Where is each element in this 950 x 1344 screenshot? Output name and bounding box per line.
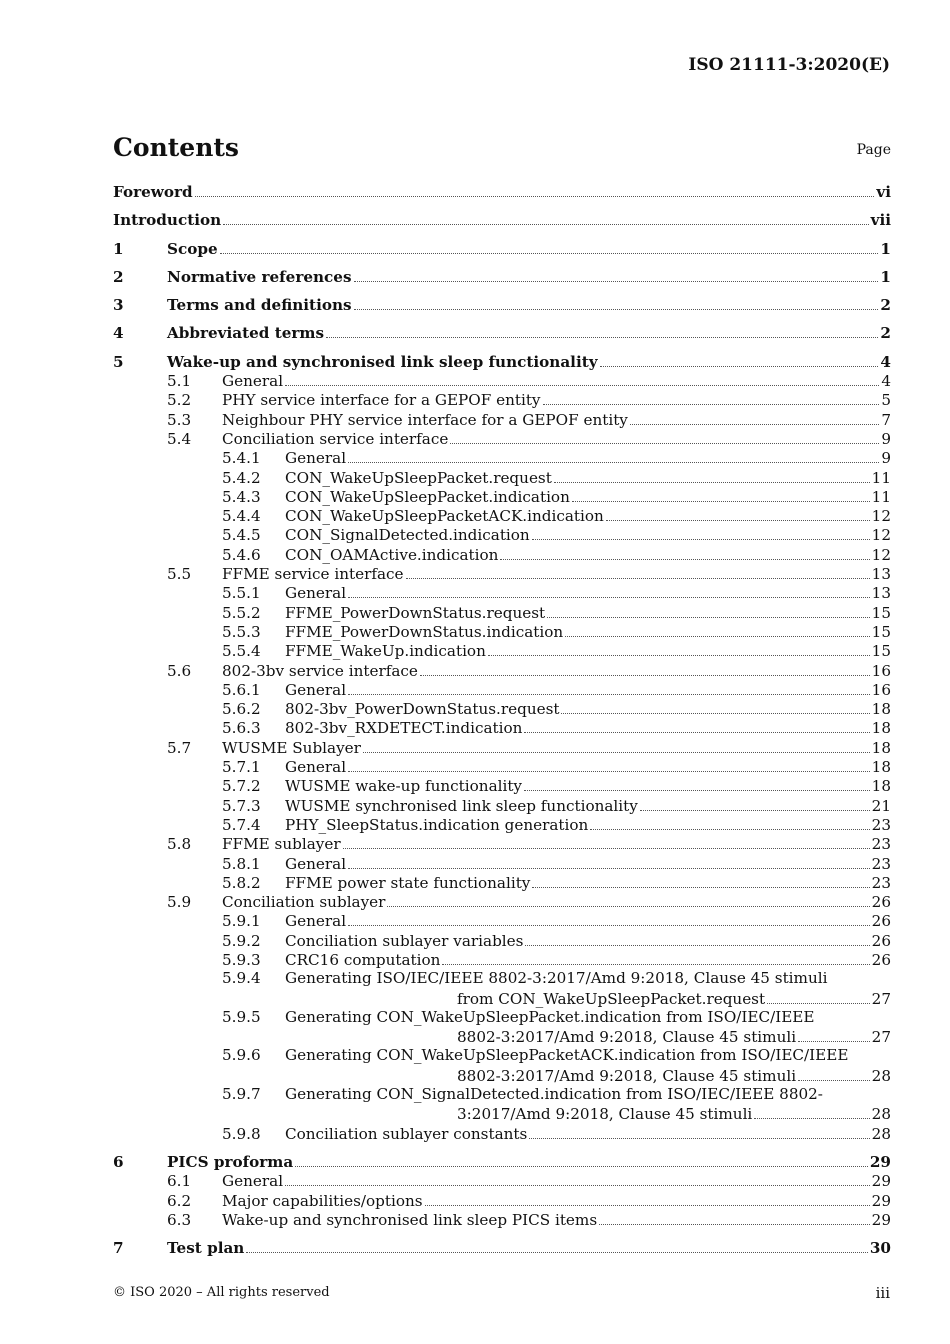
dot-leader [606, 520, 870, 521]
toc-entry[interactable] [113, 239, 891, 258]
toc-entry[interactable] [113, 641, 891, 660]
toc-entry-title: WUSME synchronised link sleep functionality [285, 796, 638, 815]
toc-entry-title: 802-3bv_PowerDownStatus.request [285, 700, 560, 719]
toc-entry-page: 26 [871, 912, 891, 931]
dot-leader [488, 655, 870, 656]
toc-entry-number: 5.1 [167, 372, 192, 391]
dot-leader [500, 559, 869, 560]
toc-entry-page: 29 [871, 1191, 891, 1210]
toc-entry-number: 5 [113, 352, 124, 371]
dot-leader [572, 501, 870, 502]
toc-entry-page: 26 [871, 893, 891, 912]
toc-entry-number: 5.4.3 [222, 487, 261, 506]
toc-entry[interactable] [113, 583, 891, 602]
toc-entry[interactable] [113, 1123, 891, 1142]
toc-entry-number: 5.2 [167, 391, 192, 410]
toc-entry-number: 5.4.2 [222, 468, 261, 487]
toc-entry[interactable] [113, 210, 891, 229]
toc-entry-title: Generating CON_WakeUpSleepPacketACK.indication from ISO/IEC/IEEE [285, 1046, 849, 1065]
toc-entry-title: PHY_SleepStatus.indication generation [285, 815, 589, 834]
dot-leader [348, 462, 879, 463]
page-column-label: Page [856, 142, 891, 158]
toc-entry-page: 13 [871, 584, 891, 603]
dot-leader [767, 1003, 870, 1004]
toc-entry[interactable] [113, 853, 891, 872]
toc-entry-page: 23 [871, 815, 891, 834]
dot-leader [246, 1252, 868, 1253]
dot-leader [754, 1118, 869, 1119]
toc-entry-page: vi [876, 183, 891, 201]
toc-entry-page: 29 [871, 1172, 891, 1191]
toc-entry-number: 6 [113, 1152, 124, 1171]
toc-entry-title: CON_WakeUpSleepPacket.request [285, 468, 552, 487]
toc-entry[interactable] [113, 1152, 891, 1171]
toc-entry[interactable] [113, 1008, 891, 1047]
dot-leader [529, 1138, 869, 1139]
toc-entry-page: 11 [871, 487, 891, 506]
toc-entry-page: 23 [871, 854, 891, 873]
toc-entry-number: 4 [113, 324, 124, 343]
toc-entry-title: General [285, 912, 347, 931]
toc-entry-number: 5.9.6 [222, 1046, 261, 1065]
toc-entry-title: FFME service interface [222, 565, 404, 584]
dot-leader [524, 790, 870, 791]
toc-entry-number: 5.4.1 [222, 449, 261, 468]
toc-entry-number: 5.9.1 [222, 912, 261, 931]
toc-entry-title: General [285, 449, 347, 468]
toc-entry-title: Generating ISO/IEC/IEEE 8802-3:2017/Amd 9:2018, Clause 45 stimuli [285, 968, 828, 987]
dot-leader [630, 424, 879, 425]
toc-entry[interactable] [113, 602, 891, 621]
toc-entry[interactable] [113, 295, 891, 314]
toc-entry[interactable] [113, 390, 891, 409]
toc-entry-number: 5.7.3 [222, 796, 261, 815]
toc-entry-number: 5.5.1 [222, 584, 261, 603]
toc-entry-page: 28 [871, 1124, 891, 1143]
toc-entry[interactable] [113, 409, 891, 428]
toc-entry-title: Conciliation sublayer [222, 893, 386, 912]
toc-entry-page: 15 [871, 622, 891, 641]
dot-leader [354, 281, 879, 282]
toc-entry-number: 6.3 [167, 1210, 192, 1229]
toc-entry-page: 2 [880, 324, 891, 343]
toc-entry-number: 5.6 [167, 661, 192, 680]
toc-entry[interactable] [113, 506, 891, 525]
toc-entry-title: PHY service interface for a GEPOF entity [222, 391, 541, 410]
document-id: ISO 21111-3:2020(E) [688, 55, 890, 75]
toc-entry[interactable] [113, 487, 891, 506]
toc-entry-title: Conciliation sublayer constants [285, 1124, 528, 1143]
toc-entry[interactable] [113, 969, 891, 1008]
toc-entry-number: 6.2 [167, 1191, 192, 1210]
footer-copyright: © ISO 2020 – All rights reserved [113, 1285, 330, 1300]
page-title: Contents [113, 133, 240, 162]
toc-entry-page: 21 [871, 796, 891, 815]
dot-leader [348, 597, 870, 598]
toc-entry-title: Neighbour PHY service interface for a GEPOF entity [222, 410, 628, 429]
toc-entry[interactable] [113, 564, 891, 583]
toc-entry-number: 5.5.4 [222, 642, 261, 661]
toc-entry-page: 2 [880, 296, 891, 315]
toc-entry-title: CON_OAMActive.indication [285, 545, 499, 564]
toc-entry[interactable] [113, 371, 891, 390]
toc-entry-number: 5.4 [167, 429, 192, 448]
dot-leader [554, 482, 870, 483]
toc-entry-page: 12 [871, 507, 891, 526]
dot-leader [285, 1185, 870, 1186]
toc-entry-title: PICS proforma [167, 1152, 294, 1171]
dot-leader [348, 694, 870, 695]
toc-entry[interactable] [113, 815, 891, 834]
toc-entry-page: 12 [871, 526, 891, 545]
dot-leader [348, 925, 870, 926]
toc-entry-number: 5.9.4 [222, 968, 261, 987]
toc-entry-title: Conciliation service interface [222, 429, 449, 448]
toc-entry[interactable] [113, 795, 891, 814]
toc-entry-page: 18 [871, 777, 891, 796]
toc-entry-number: 5.9.8 [222, 1124, 261, 1143]
toc-entry[interactable] [113, 930, 891, 949]
toc-entry-title: Abbreviated terms [167, 324, 325, 343]
toc-entry-title: General [285, 680, 347, 699]
dot-leader [343, 848, 870, 849]
toc-entry-title: WUSME wake-up functionality [285, 777, 523, 796]
toc-entry-page: 5 [881, 391, 891, 410]
dot-leader [561, 713, 869, 714]
toc-entry-page: vii [870, 211, 891, 230]
toc-entry-page: 29 [871, 1210, 891, 1229]
toc-entry-title: Major capabilities/options [222, 1191, 423, 1210]
toc-entry-number: 5.4.4 [222, 507, 261, 526]
dot-leader [285, 385, 879, 386]
toc-entry[interactable] [113, 737, 891, 756]
toc-entry[interactable] [113, 448, 891, 467]
dot-leader [547, 617, 870, 618]
toc-entry-title: General [285, 758, 347, 777]
toc-entry-title: Normative references [167, 267, 352, 286]
toc-entry-title: Scope [167, 239, 218, 258]
dot-leader [420, 675, 870, 676]
dot-leader [798, 1080, 870, 1081]
toc-entry[interactable] [113, 1210, 891, 1229]
toc-entry-page: 4 [880, 352, 891, 371]
toc-entry-number: 2 [113, 267, 124, 286]
toc-entry-title: CRC16 computation [285, 950, 441, 969]
toc-entry-number: 5.8.1 [222, 854, 261, 873]
toc-entry-number: 5.5.3 [222, 622, 261, 641]
toc-entry[interactable] [113, 525, 891, 544]
toc-entry-title: FFME_WakeUp.indication [285, 642, 486, 661]
toc-entry[interactable] [113, 267, 891, 286]
dot-leader [599, 1224, 870, 1225]
toc-entry-title: Wake-up and synchronised link sleep PICS items [222, 1210, 598, 1229]
toc-entry-page: 30 [869, 1239, 891, 1258]
toc-entry-page: 1 [880, 267, 891, 286]
toc-entry-page: 13 [871, 565, 891, 584]
toc-entry-number: 5.7 [167, 738, 192, 757]
dot-leader [600, 366, 879, 367]
toc-entry[interactable] [113, 718, 891, 737]
toc-entry[interactable] [113, 873, 891, 892]
toc-entry-page: 9 [881, 429, 891, 448]
dot-leader [532, 887, 869, 888]
toc-entry-number: 5.5.2 [222, 603, 261, 622]
toc-entry[interactable] [113, 1085, 891, 1124]
toc-entry-page: 27 [871, 989, 891, 1008]
toc-entry-title: General [285, 854, 347, 873]
toc-entry[interactable] [113, 1190, 891, 1209]
toc-entry-title-continued: 8802-3:2017/Amd 9:2018, Clause 45 stimuli [457, 1066, 797, 1085]
toc-entry-number: 5.7.1 [222, 758, 261, 777]
dot-leader [348, 771, 870, 772]
toc-entry-page: 18 [871, 758, 891, 777]
dot-leader [590, 829, 869, 830]
toc-entry-title: FFME_PowerDownStatus.request [285, 603, 546, 622]
dot-leader [295, 1166, 868, 1167]
toc-entry-number: 5.5 [167, 565, 192, 584]
toc-entry-page: 9 [881, 449, 891, 468]
dot-leader [524, 732, 869, 733]
toc-entry-page: 12 [871, 545, 891, 564]
dot-leader [348, 868, 870, 869]
dot-leader [798, 1041, 870, 1042]
toc-entry-number: 5.9.2 [222, 931, 261, 950]
toc-entry-title: Foreword [113, 183, 193, 201]
toc-entry-title-continued: 3:2017/Amd 9:2018, Clause 45 stimuli [457, 1105, 753, 1124]
toc-entry-page: 26 [871, 950, 891, 969]
toc-entry-page: 27 [871, 1028, 891, 1047]
toc-entry-number: 5.8.2 [222, 873, 261, 892]
toc-entry-page: 18 [871, 700, 891, 719]
toc-entry-number: 5.4.5 [222, 526, 261, 545]
dot-leader [223, 224, 868, 225]
toc-entry[interactable] [113, 776, 891, 795]
toc-entry[interactable] [113, 1171, 891, 1190]
toc-entry-title: Generating CON_SignalDetected.indication from ISO/IEC/IEEE 8802- [285, 1084, 823, 1103]
toc-entry-page: 28 [871, 1105, 891, 1124]
toc-entry-number: 5.6.2 [222, 700, 261, 719]
toc-entry-title: CON_SignalDetected.indication [285, 526, 530, 545]
dot-leader [220, 253, 879, 254]
toc-entry-title: FFME_PowerDownStatus.indication [285, 622, 564, 641]
toc-entry-title: Conciliation sublayer variables [285, 931, 524, 950]
toc-entry-title: FFME sublayer [222, 835, 341, 854]
toc-entry[interactable] [113, 892, 891, 911]
toc-entry-title: Test plan [167, 1239, 245, 1258]
toc-entry[interactable] [113, 834, 891, 853]
dot-leader [326, 337, 878, 338]
dot-leader [640, 810, 870, 811]
toc-entry-page: 4 [881, 372, 891, 391]
dot-leader [195, 196, 875, 197]
toc-entry-title: General [285, 584, 347, 603]
dot-leader [406, 578, 870, 579]
toc-entry[interactable] [113, 680, 891, 699]
toc-entry[interactable] [113, 622, 891, 641]
toc-entry-number: 5.3 [167, 410, 192, 429]
toc-entry-number: 5.8 [167, 835, 192, 854]
toc-entry[interactable] [113, 544, 891, 563]
toc-entry-title: FFME power state functionality [285, 873, 531, 892]
dot-leader [525, 945, 869, 946]
dot-leader [425, 1205, 870, 1206]
toc-entry[interactable] [113, 1238, 891, 1257]
toc-entry-number: 5.9.7 [222, 1084, 261, 1103]
table-of-contents [113, 182, 891, 1257]
toc-entry-number: 5.9 [167, 893, 192, 912]
toc-entry[interactable] [113, 352, 891, 371]
toc-entry-title: Introduction [113, 211, 222, 230]
toc-entry-number: 5.6.1 [222, 680, 261, 699]
footer-page-number: iii [875, 1284, 890, 1302]
toc-entry-page: 23 [871, 873, 891, 892]
toc-entry-number: 6.1 [167, 1172, 192, 1191]
toc-entry-number: 5.7.2 [222, 777, 261, 796]
toc-entry-title: 802-3bv service interface [222, 661, 418, 680]
toc-entry-number: 3 [113, 296, 124, 315]
toc-entry-page: 18 [871, 738, 891, 757]
toc-entry[interactable] [113, 467, 891, 486]
toc-entry-page: 15 [871, 642, 891, 661]
toc-entry-number: 5.9.5 [222, 1007, 261, 1026]
toc-entry-title: CON_WakeUpSleepPacketACK.indication [285, 507, 604, 526]
toc-entry-title: General [222, 372, 284, 391]
toc-entry-page: 18 [871, 719, 891, 738]
toc-entry-page: 29 [869, 1152, 891, 1171]
toc-entry[interactable] [113, 911, 891, 930]
toc-entry-title: Terms and definitions [167, 296, 352, 315]
dot-leader [363, 752, 870, 753]
toc-entry-title: Generating CON_WakeUpSleepPacket.indication from ISO/IEC/IEEE [285, 1007, 815, 1026]
dot-leader [565, 636, 870, 637]
toc-entry-number: 5.9.3 [222, 950, 261, 969]
toc-entry[interactable] [113, 1046, 891, 1085]
toc-entry-page: 26 [871, 931, 891, 950]
toc-entry-number: 5.7.4 [222, 815, 261, 834]
toc-entry[interactable] [113, 757, 891, 776]
toc-entry-title: General [222, 1172, 284, 1191]
toc-entry-number: 5.4.6 [222, 545, 261, 564]
toc-entry-page: 11 [871, 468, 891, 487]
toc-entry-number: 7 [113, 1239, 124, 1258]
toc-entry-page: 1 [880, 239, 891, 258]
toc-entry-title: CON_WakeUpSleepPacket.indication [285, 487, 570, 506]
toc-entry[interactable] [113, 660, 891, 679]
toc-entry-title: WUSME Sublayer [222, 738, 361, 757]
toc-entry[interactable] [113, 323, 891, 342]
toc-entry-page: 7 [881, 410, 891, 429]
toc-entry-number: 5.6.3 [222, 719, 261, 738]
toc-entry-title: Wake-up and synchronised link sleep functionality [167, 352, 598, 371]
toc-entry-page: 16 [871, 661, 891, 680]
toc-entry[interactable] [113, 429, 891, 448]
toc-entry-page: 15 [871, 603, 891, 622]
dot-leader [442, 964, 869, 965]
dot-leader [532, 539, 870, 540]
toc-entry-title-continued: 8802-3:2017/Amd 9:2018, Clause 45 stimuli [457, 1028, 797, 1047]
toc-entry-page: 28 [871, 1066, 891, 1085]
toc-entry[interactable] [113, 182, 891, 201]
toc-entry-number: 1 [113, 239, 124, 258]
toc-entry[interactable] [113, 950, 891, 969]
toc-entry-title-continued: from CON_WakeUpSleepPacket.request [457, 989, 766, 1008]
toc-entry-page: 16 [871, 680, 891, 699]
toc-entry-page: 23 [871, 835, 891, 854]
dot-leader [354, 309, 879, 310]
dot-leader [543, 404, 880, 405]
toc-entry-title: 802-3bv_RXDETECT.indication [285, 719, 523, 738]
toc-entry[interactable] [113, 699, 891, 718]
dot-leader [387, 906, 869, 907]
dot-leader [450, 443, 879, 444]
